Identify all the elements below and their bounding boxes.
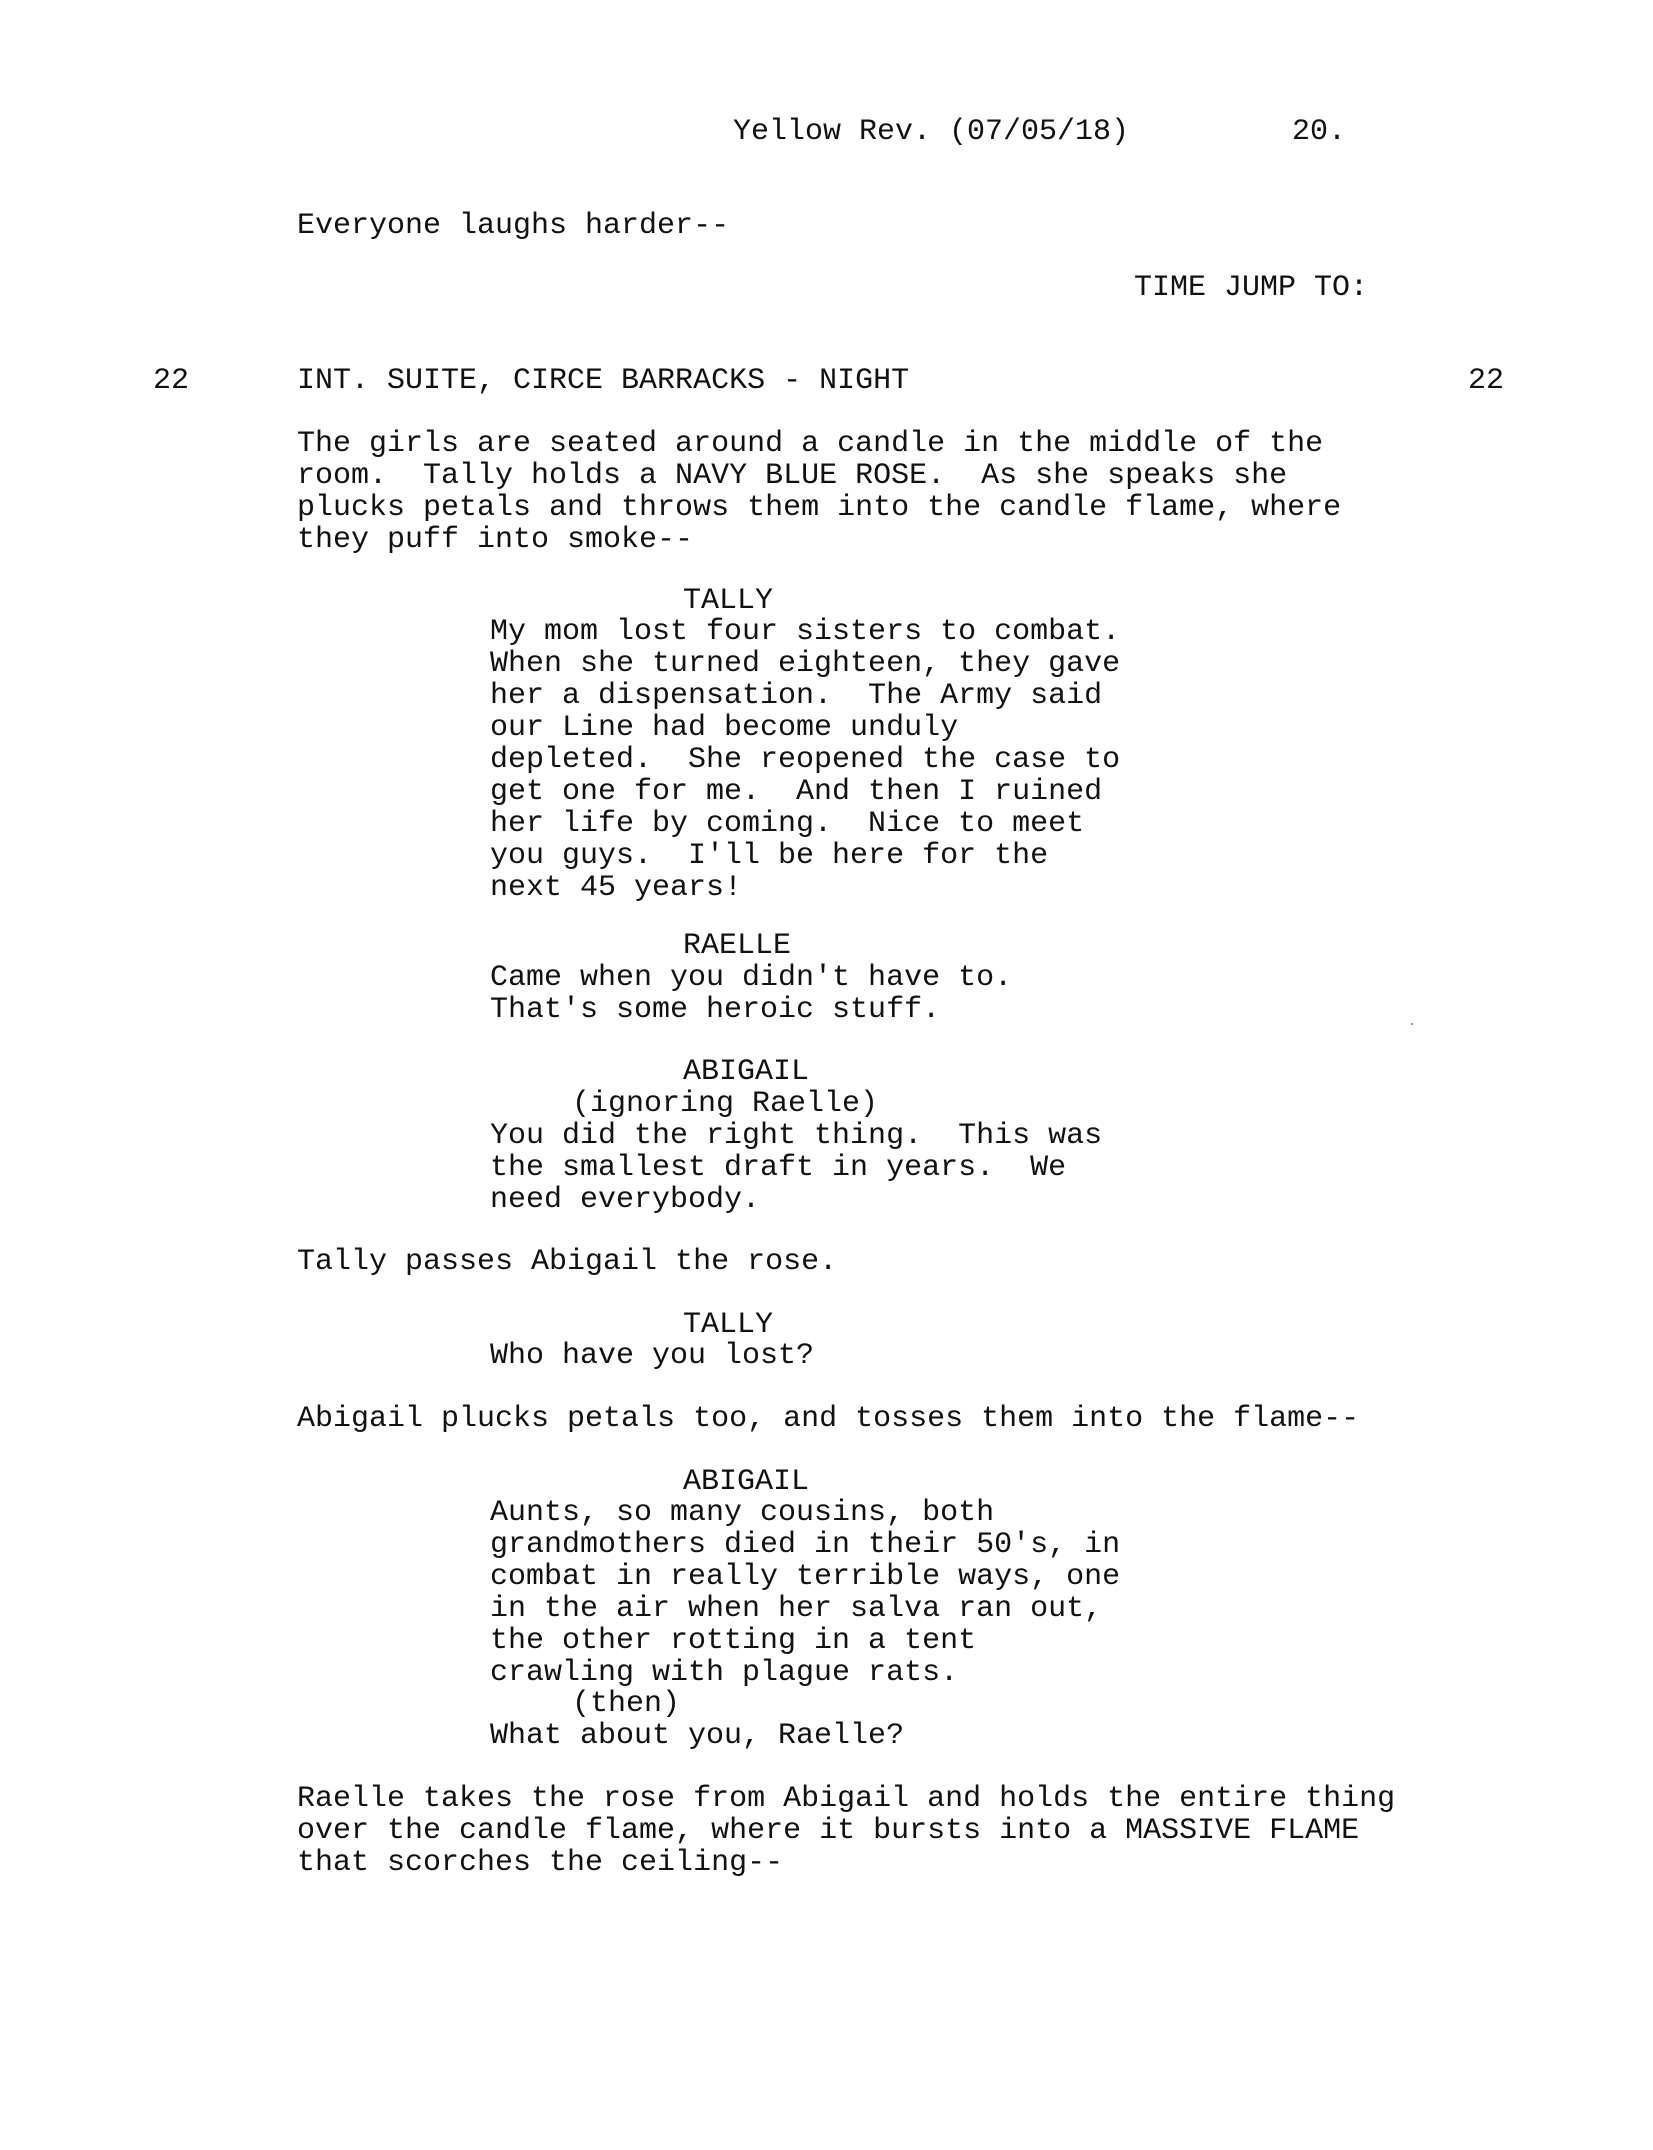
dialogue: Who have you lost? xyxy=(490,1339,815,1373)
action-line: Tally passes Abigail the rose. xyxy=(297,1245,838,1279)
revision-header: Yellow Rev. (07/05/18) xyxy=(733,115,1130,149)
action-paragraph: Raelle takes the rose from Abigail and holds the entire thing over the candle flame, where it bursts into a MASSIVE FLAME that scorches the ceiling-- xyxy=(297,1782,1396,1880)
transition: TIME JUMP TO: xyxy=(1134,271,1369,305)
character-name: TALLY xyxy=(683,1308,774,1342)
dialogue: You did the right thing. This was the smallest draft in years. We need everybody. xyxy=(490,1119,1103,1217)
dialogue: Aunts, so many cousins, both grandmothers died in their 50's, in combat in really terrible ways, one in the air when her salva ran out, the other rotting in a tent crawling with plague rats. xyxy=(490,1496,1121,1690)
action-line: Abigail plucks petals too, and tosses them into the flame-- xyxy=(297,1402,1360,1436)
parenthetical: (ignoring Raelle) xyxy=(572,1087,879,1121)
dialogue: My mom lost four sisters to combat. When she turned eighteen, they gave her a dispensation. The Army said our Line had become unduly depleted. She reopened the case to get one for me. And then I ruined her life by coming. Nice to meet you guys. I'll be here for the next 45 years! xyxy=(490,615,1121,905)
scan-speck xyxy=(1411,1023,1413,1025)
character-name: RAELLE xyxy=(683,929,792,963)
page-number: 20. xyxy=(1292,115,1347,149)
scene-number-right: 22 xyxy=(1468,364,1505,398)
scene-number-left: 22 xyxy=(153,364,190,398)
character-name: ABIGAIL xyxy=(683,1465,810,1499)
character-name: ABIGAIL xyxy=(683,1055,810,1089)
scene-heading: INT. SUITE, CIRCE BARRACKS - NIGHT xyxy=(297,364,910,398)
character-name: TALLY xyxy=(683,584,774,618)
action-line: Everyone laughs harder-- xyxy=(297,209,730,243)
dialogue: What about you, Raelle? xyxy=(490,1719,905,1753)
parenthetical: (then) xyxy=(572,1687,681,1721)
action-paragraph: The girls are seated around a candle in the middle of the room. Tally holds a NAVY BLUE ROSE. As she speaks she plucks petals and throws them into the candle flame, where they puff into smoke-- xyxy=(297,427,1342,557)
dialogue: Came when you didn't have to. That's some heroic stuff. xyxy=(490,961,1013,1027)
